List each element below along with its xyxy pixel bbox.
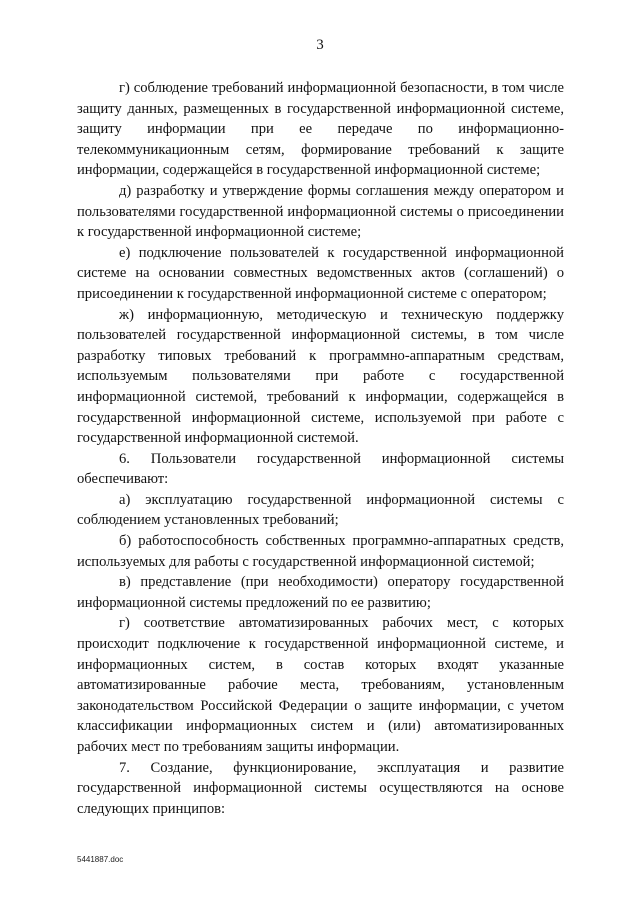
paragraph-e-user-connection: е) подключение пользователей к государственной информационной системе на основании совместных ведомственных актов (соглашений) о присоединении к государственной информационной системе с оператором; [77, 244, 564, 302]
paragraph-6-users-provide: 6. Пользователи государственной информационной системы обеспечивают: [77, 450, 564, 488]
paragraph-g-security: г) соблюдение требований информационной безопасности, в том числе защиту данных, размещенных в государственной информационной системе, защиту информации при ее передаче по информационно-телекоммуникационным сетям, формирование требований к защите информации, содержащейся в государственной информационной системе; [77, 80, 564, 179]
paragraph-zh-support: ж) информационную, методическую и техническую поддержку пользователей государственной информационной системы, в том числе разработку типовых требований к программно-аппаратным средствам, используемым пользователями при работе с государственной информационной системой, требований к информации, содержащейся в государственной информационной системе, используемой при работе с государственной информационной системой. [77, 306, 564, 447]
paragraph-a-operation: а) эксплуатацию государственной информационной системы с соблюдением установленных требований; [77, 491, 564, 529]
paragraph-d-agreement-form: д) разработку и утверждение формы соглашения между оператором и пользователями государственной информационной системы о присоединении к государственной информационной системе; [77, 182, 564, 241]
document-body [77, 78, 564, 819]
page-number: 3 [316, 37, 324, 53]
footer-file-name: 5441887.doc [77, 855, 124, 864]
paragraph-7-principles: 7. Создание, функционирование, эксплуатация и развитие государственной информационной системы осуществляются на основе следующих принципов: [77, 759, 564, 817]
paragraph-v-proposals: в) представление (при необходимости) оператору государственной информационной системы предложений по ее развитию; [77, 574, 564, 611]
paragraph-g-workstations: г) соответствие автоматизированных рабочих мест, с которых происходит подключение к государственной информационной системе, и информационных систем, в состав которых входят указанные автоматизированные рабочие места, требованиям, установленным законодательством Российской Федерации о защите информации, с учетом классификации информационных систем и (или) автоматизированных рабочих мест по требованиям защиты информации. [77, 615, 564, 755]
paragraph-b-performance: б) работоспособность собственных программно-аппаратных средств, используемых для работы с государственной информационной системой; [77, 533, 564, 570]
